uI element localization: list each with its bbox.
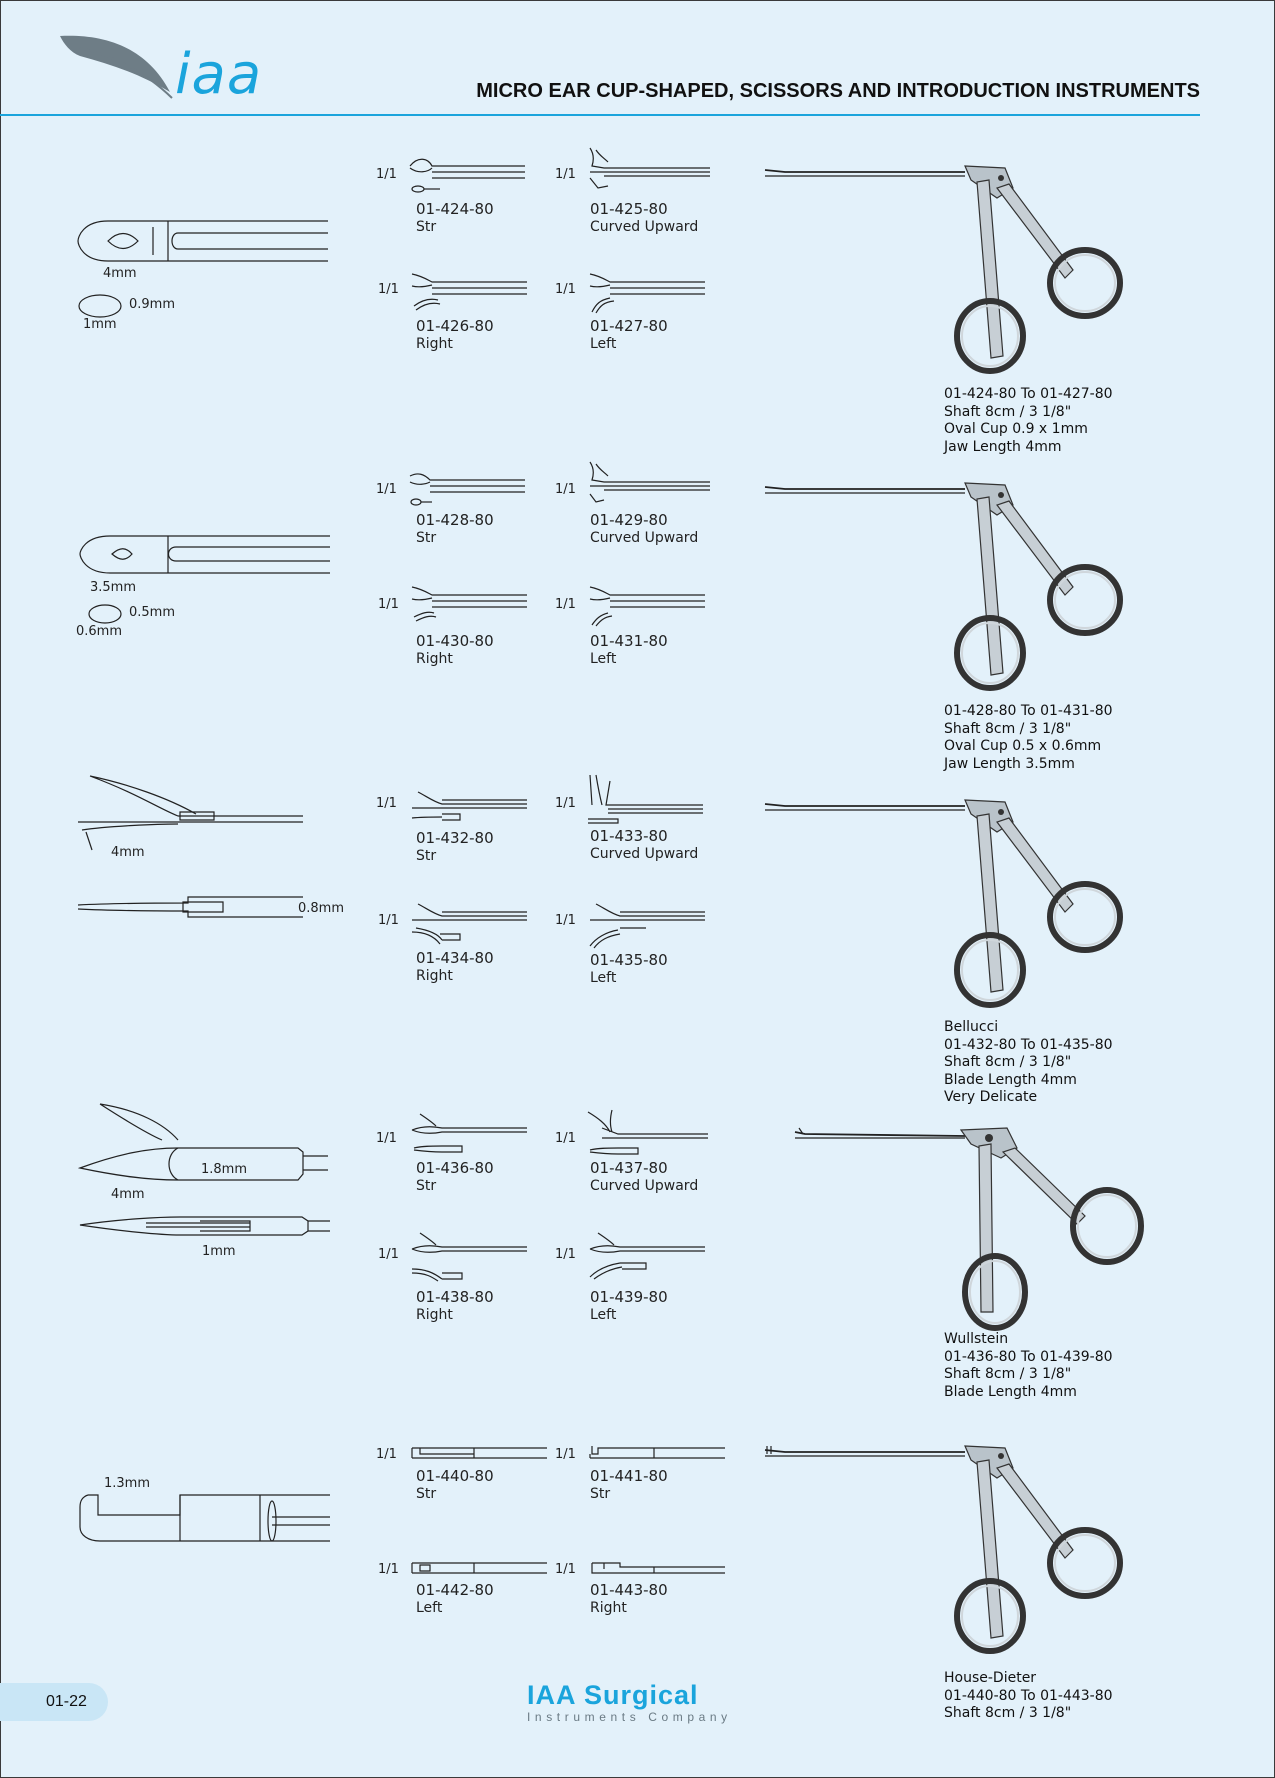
item-label: Right — [416, 651, 453, 667]
header-divider — [0, 114, 1200, 116]
spec-line: Shaft 8cm / 3 1/8" — [944, 1705, 1072, 1721]
scale-label: 1/1 — [555, 1247, 576, 1262]
item-label: Str — [416, 1486, 437, 1502]
scissor-side-detail-drawing — [78, 895, 303, 920]
dim-blade-length: 4mm — [111, 845, 145, 860]
page-number-tab — [0, 1683, 108, 1721]
tip-straight-drawing — [410, 156, 525, 194]
forceps-drawing — [765, 475, 1145, 695]
spec-line: Jaw Length 3.5mm — [944, 755, 1075, 772]
tip-left-drawing — [590, 272, 705, 314]
spec-line: Jaw Length 4mm — [944, 438, 1062, 455]
tip-right-drawing — [412, 585, 527, 625]
cup-jaw-detail-drawing — [80, 533, 330, 578]
scale-label: 1/1 — [555, 1562, 576, 1577]
forceps-drawing — [765, 792, 1145, 1012]
item-code: 01-424-80 — [416, 200, 494, 218]
oval-cup-icon — [88, 604, 122, 624]
scale-label: 1/1 — [555, 913, 576, 928]
tip-straight-drawing — [410, 472, 525, 510]
item-code: 01-443-80 — [590, 1581, 668, 1599]
item-code: 01-439-80 — [590, 1288, 668, 1306]
spec-line: Oval Cup 0.5 x 0.6mm — [944, 738, 1102, 754]
dim-cup-height: 1mm — [83, 317, 117, 332]
spec-line: 01-440-80 To 01-443-80 — [944, 1687, 1113, 1704]
item-code: 01-438-80 — [416, 1288, 494, 1306]
scale-label: 1/1 — [555, 167, 576, 182]
item-label: Right — [416, 968, 453, 984]
scale-label: 1/1 — [555, 282, 576, 297]
brand-name: IAA Surgical — [527, 1680, 699, 1710]
tip-right-drawing — [412, 902, 527, 948]
item-label: Curved Upward — [590, 219, 699, 235]
scale-label: 1/1 — [555, 482, 576, 497]
hook-detail-drawing — [80, 1487, 330, 1543]
tip-left-drawing — [590, 902, 705, 948]
tip-straight-drawing — [412, 1446, 547, 1462]
scale-label: 1/1 — [378, 1562, 399, 1577]
item-label: Str — [416, 219, 437, 235]
item-code: 01-428-80 — [416, 511, 494, 529]
item-label: Right — [416, 336, 453, 352]
dim-blade-width: 0.8mm — [298, 901, 345, 916]
scale-label: 1/1 — [555, 1447, 576, 1462]
tip-curved-upward-drawing — [588, 1108, 708, 1160]
cup-jaw-detail-drawing — [78, 215, 328, 270]
scale-label: 1/1 — [555, 1131, 576, 1146]
item-code: 01-429-80 — [590, 511, 668, 529]
spec-line: 01-432-80 To 01-435-80 — [944, 1036, 1113, 1053]
dim-blade-length: 4mm — [111, 1187, 145, 1202]
scale-label: 1/1 — [555, 597, 576, 612]
item-code: 01-437-80 — [590, 1159, 668, 1177]
forceps-drawing — [765, 158, 1145, 378]
scale-label: 1/1 — [378, 913, 399, 928]
oval-cup-icon — [78, 294, 122, 318]
item-code: 01-425-80 — [590, 200, 668, 218]
item-code: 01-440-80 — [416, 1467, 494, 1485]
tip-right-drawing — [412, 1233, 527, 1283]
item-label: Str — [416, 1178, 437, 1194]
scale-label: 1/1 — [378, 282, 399, 297]
scale-label: 1/1 — [378, 1247, 399, 1262]
scale-label: 1/1 — [376, 167, 397, 182]
spec-line: Shaft 8cm / 3 1/8" — [944, 403, 1072, 420]
spec-line: House-Dieter — [944, 1670, 1037, 1686]
item-code: 01-441-80 — [590, 1467, 668, 1485]
scissor-side-detail-drawing — [80, 1213, 330, 1237]
tip-straight-drawing — [412, 790, 527, 824]
item-label: Str — [416, 530, 437, 546]
tip-straight-alt-drawing — [590, 1444, 725, 1462]
spec-line: Shaft 8cm / 3 1/8" — [944, 1054, 1072, 1070]
tip-right-drawing — [590, 1559, 725, 1577]
item-label: Left — [416, 1600, 443, 1616]
spec-line: Very Delicate — [944, 1089, 1038, 1105]
item-code: 01-431-80 — [590, 632, 668, 650]
item-code: 01-436-80 — [416, 1159, 494, 1177]
tip-left-drawing — [590, 1233, 705, 1281]
forceps-drawing — [765, 1440, 1145, 1660]
page-title: MICRO EAR CUP-SHAPED, SCISSORS AND INTRODUCTION INSTRUMENTS — [476, 80, 1200, 102]
tip-straight-drawing — [412, 1114, 527, 1156]
dim-hook-width: 1.3mm — [104, 1476, 151, 1491]
scale-label: 1/1 — [376, 796, 397, 811]
dim-blade-thickness: 1mm — [202, 1244, 236, 1259]
forceps-drawing — [795, 1122, 1155, 1334]
tip-right-drawing — [412, 272, 527, 312]
logo-text: iaa — [175, 42, 263, 107]
item-code: 01-426-80 — [416, 317, 494, 335]
spec-line: Bellucci — [944, 1019, 999, 1035]
item-code: 01-434-80 — [416, 949, 494, 967]
item-label: Curved Upward — [590, 530, 699, 546]
spec-line: Oval Cup 0.9 x 1mm — [944, 421, 1088, 437]
dim-cup-height: 0.6mm — [76, 624, 123, 639]
item-label: Str — [590, 1486, 611, 1502]
item-label: Curved Upward — [590, 846, 699, 862]
spec-line: Shaft 8cm / 3 1/8" — [944, 720, 1072, 737]
item-label: Left — [590, 651, 617, 667]
dim-cup-width: 0.9mm — [129, 297, 176, 312]
item-code: 01-433-80 — [590, 827, 668, 845]
item-label: Str — [416, 848, 437, 864]
item-label: Left — [590, 970, 617, 986]
dim-blade-width: 1.8mm — [201, 1162, 248, 1177]
dim-jaw-length: 4mm — [103, 266, 137, 281]
scale-label: 1/1 — [555, 796, 576, 811]
spec-line: 01-428-80 To 01-431-80 — [944, 703, 1113, 719]
scale-label: 1/1 — [376, 1131, 397, 1146]
scale-label: 1/1 — [376, 1447, 397, 1462]
spec-line: Shaft 8cm / 3 1/8" — [944, 1366, 1072, 1382]
item-code: 01-435-80 — [590, 951, 668, 969]
item-label: Right — [590, 1600, 627, 1616]
item-label: Right — [416, 1307, 453, 1323]
tip-curved-upward-drawing — [590, 462, 710, 507]
spec-line: Blade Length 4mm — [944, 1383, 1077, 1400]
scale-label: 1/1 — [378, 597, 399, 612]
item-label: Left — [590, 1307, 617, 1323]
scale-label: 1/1 — [376, 482, 397, 497]
item-code: 01-442-80 — [416, 1581, 494, 1599]
brand-tagline: Instruments Company — [527, 1710, 732, 1724]
tip-curved-upward-drawing — [590, 148, 710, 193]
dim-cup-width: 0.5mm — [129, 605, 176, 620]
spec-line: Wullstein — [944, 1331, 1009, 1347]
dim-jaw-length: 3.5mm — [90, 580, 137, 595]
leaf-logo-icon — [60, 34, 180, 104]
tip-left-drawing — [412, 1561, 547, 1577]
item-label: Curved Upward — [590, 1178, 699, 1194]
tip-curved-upward-drawing — [588, 775, 703, 825]
item-code: 01-427-80 — [590, 317, 668, 335]
item-code: 01-432-80 — [416, 829, 494, 847]
item-code: 01-430-80 — [416, 632, 494, 650]
item-label: Left — [590, 336, 617, 352]
page-number: 01-22 — [46, 1693, 87, 1710]
spec-line: 01-436-80 To 01-439-80 — [944, 1348, 1113, 1365]
spec-line: 01-424-80 To 01-427-80 — [944, 386, 1113, 402]
spec-line: Blade Length 4mm — [944, 1071, 1077, 1088]
tip-left-drawing — [590, 585, 705, 627]
